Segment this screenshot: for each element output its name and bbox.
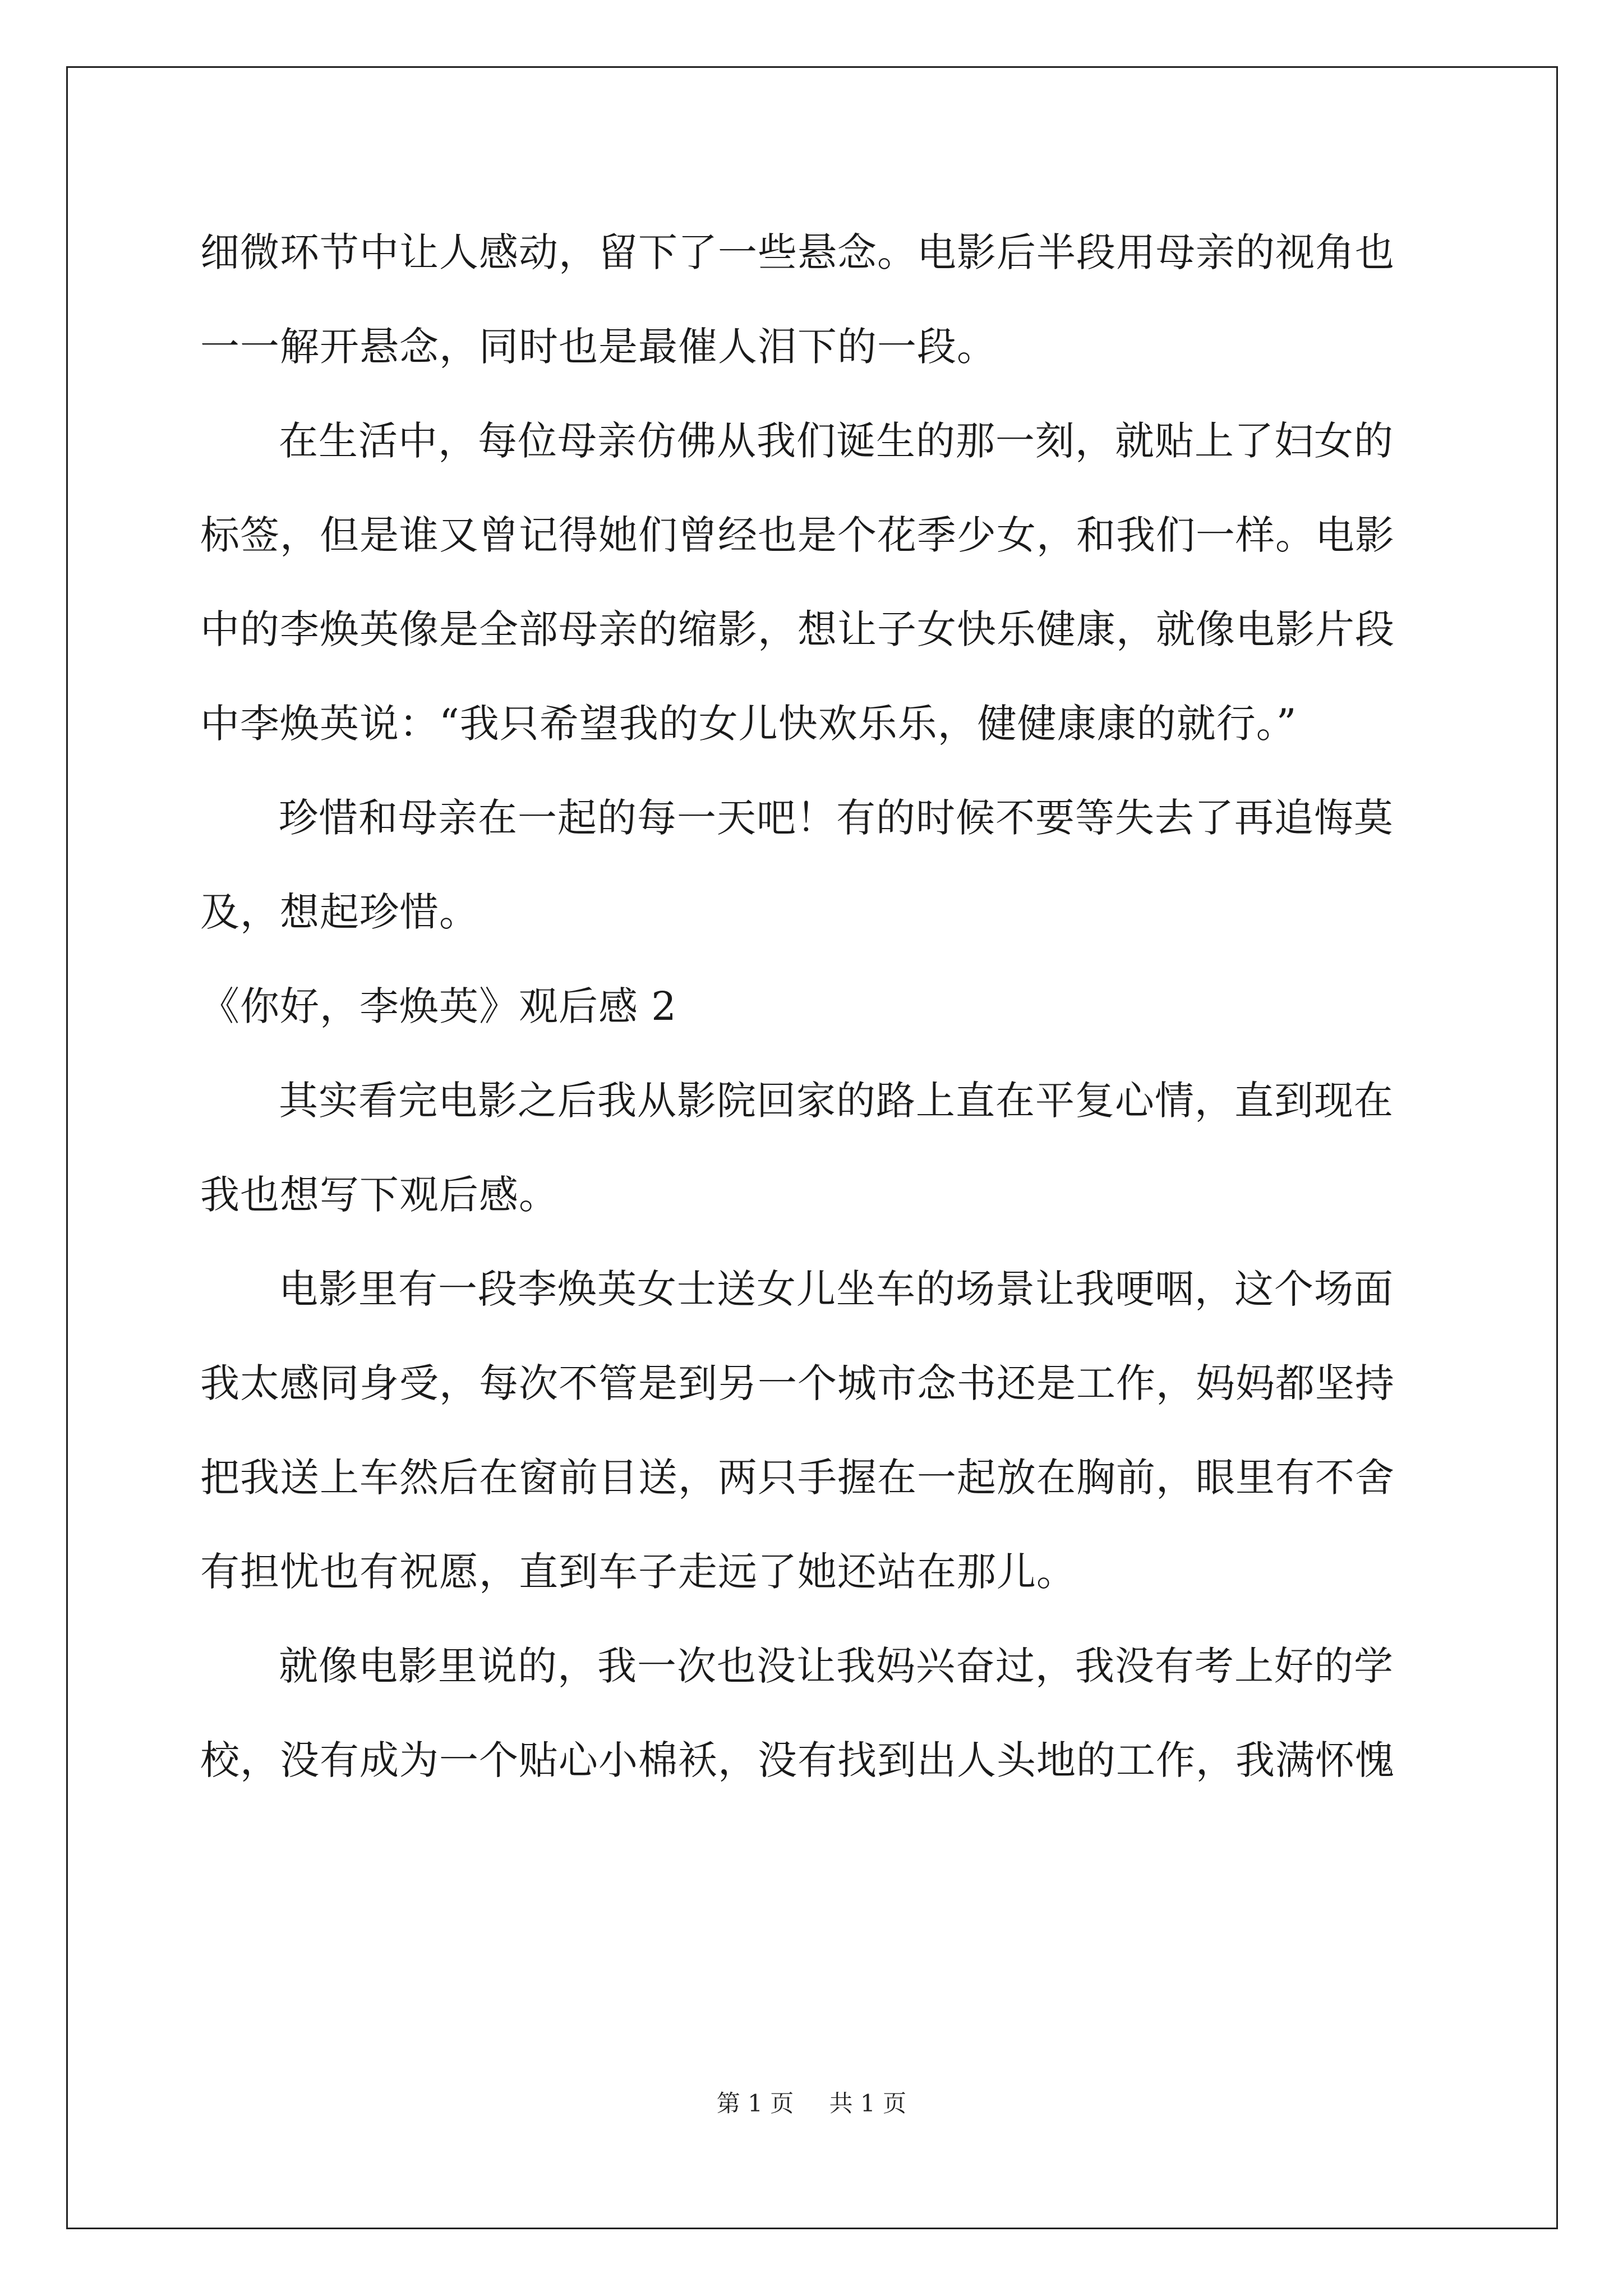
- paragraph-line: 电影里有一段李焕英女士送女儿坐车的场景让我哽咽，这个场面: [279, 1266, 1394, 1312]
- paragraph-line: 中的李焕英像是全部母亲的缩影，想让子女快乐健康，就像电影片段: [200, 606, 1395, 652]
- page-number: 第 1 页: [716, 2090, 794, 2117]
- page-total: 共 1 页: [829, 2090, 907, 2117]
- paragraph-line: 把我送上车然后在窗前目送，两只手握在一起放在胸前，眼里有不舍: [200, 1455, 1395, 1501]
- paragraph-line: 有担忧也有祝愿，直到车子走远了她还站在那儿。: [200, 1549, 1076, 1595]
- paragraph-line: 细微环节中让人感动，留下了一些悬念。电影后半段用母亲的视角也: [200, 229, 1395, 275]
- paragraph-line: 校，没有成为一个贴心小棉袄，没有找到出人头地的工作，我满怀愧: [200, 1737, 1395, 1783]
- paragraph-line: 珍惜和母亲在一起的每一天吧！有的时候不要等失去了再追悔莫: [279, 795, 1394, 841]
- paragraph-line: 其实看完电影之后我从影院回家的路上直在平复心情，直到现在: [279, 1078, 1394, 1124]
- paragraph-line: 就像电影里说的，我一次也没让我妈兴奋过，我没有考上好的学: [279, 1643, 1394, 1689]
- paragraph-line: 一一解开悬念，同时也是最催人泪下的一段。: [200, 324, 997, 370]
- paragraph-line: 中李焕英说：“我只希望我的女儿快欢乐乐，健健康康的就行。”: [200, 701, 1297, 747]
- section-heading: 《你好，李焕英》观后感 2: [200, 983, 677, 1029]
- paragraph-line: 在生活中，每位母亲仿佛从我们诞生的那一刻，就贴上了妇女的: [279, 418, 1394, 464]
- document-body: [200, 222, 1428, 1824]
- paragraph-line: 我也想写下观后感。: [200, 1172, 559, 1218]
- page-footer: [0, 2087, 1623, 2120]
- paragraph-line: 标签，但是谁又曾记得她们曾经也是个花季少女，和我们一样。电影: [200, 512, 1395, 558]
- paragraph-line: 及，想起珍惜。: [200, 889, 479, 935]
- paragraph-line: 我太感同身受，每次不管是到另一个城市念书还是工作，妈妈都坚持: [200, 1360, 1395, 1406]
